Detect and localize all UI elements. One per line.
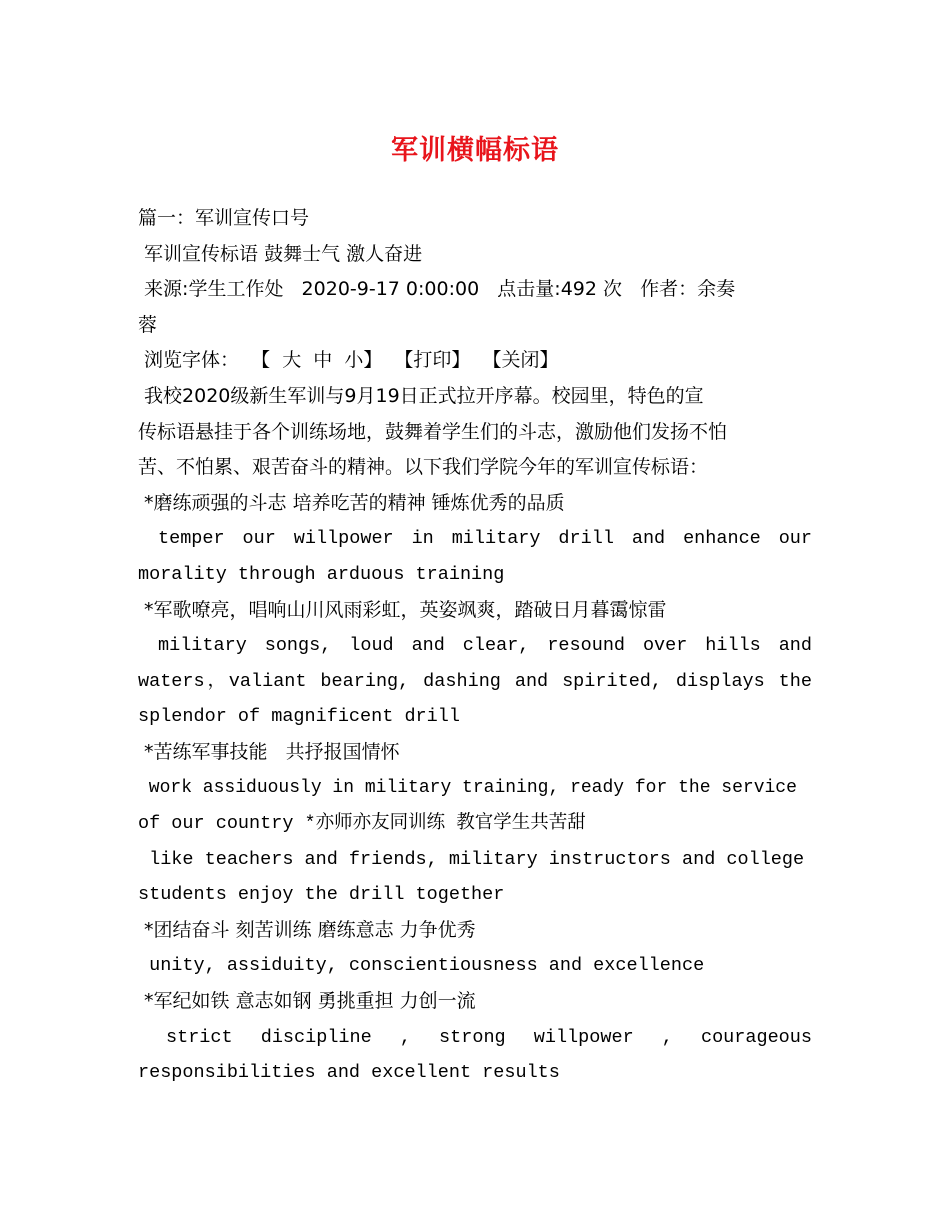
slogan-cn: *磨练顽强的斗志 培养吃苦的精神 锤炼优秀的品质 [138,491,565,514]
article-headline: 军训宣传标语 鼓舞士气 激人奋进 [138,242,423,265]
paragraph-line: 传标语悬挂于各个训练场地，鼓舞着学生们的斗志，激励他们发扬不怕 [138,420,728,443]
slogan-cn: *苦练军事技能 共抒报国情怀 [138,740,400,763]
slogan-en: students enjoy the drill together [138,884,505,906]
slogan-cn: *军纪如铁 意志如钢 勇挑重担 力创一流 [138,990,476,1013]
slogan-en: of our country *亦师亦友同训练 教官学生共苦甜 [138,813,586,835]
paragraph-line: 我校2020级新生军训与9月19日正式拉开序幕。校园里，特色的宣 [138,384,704,407]
slogan-cn: *团结奋斗 刻苦训练 磨练意志 力争优秀 [138,918,476,941]
section-heading: 篇一：军训宣传口号 [138,207,310,229]
slogan-en: military songs, loud and clear, resound over hills and [158,635,812,657]
slogan-en: work assiduously in military training, ready for the service [138,777,797,798]
slogan-en: unity, assiduity, conscientiousness and excellence [138,955,705,977]
slogan-en: like teachers and friends, military instructors and college [138,848,805,870]
slogan-en: responsibilities and excellent results [138,1062,560,1084]
slogan-en: strict discipline , strong willpower , courageous [166,1026,812,1048]
document-title: 军训横幅标语 [391,135,559,166]
slogan-en: morality through arduous training [138,563,505,585]
document-body [138,201,812,1091]
article-meta-wrap: 蓉 [138,313,158,336]
paragraph-line: 苦、不怕累、艰苦奋斗的精神。以下我们学院今年的军训宣传标语： [138,456,709,479]
slogan-en: waters，valiant bearing, dashing and spirited, displays the [138,670,812,692]
article-meta: 来源:学生工作处 2020-9-17 0:00:00 点击量:492 次 作者：余奏 [138,278,736,301]
font-size-options: 浏览字体： 【 大 中 小】 【打印】 【关闭】 [138,349,559,372]
slogan-en: splendor of magnificent drill [138,706,460,728]
slogan-en: temper our willpower in military drill and enhance our [158,528,812,550]
slogan-cn: *军歌嘹亮，唱响山川风雨彩虹，英姿飒爽，踏破日月暮霭惊雷 [138,598,667,621]
